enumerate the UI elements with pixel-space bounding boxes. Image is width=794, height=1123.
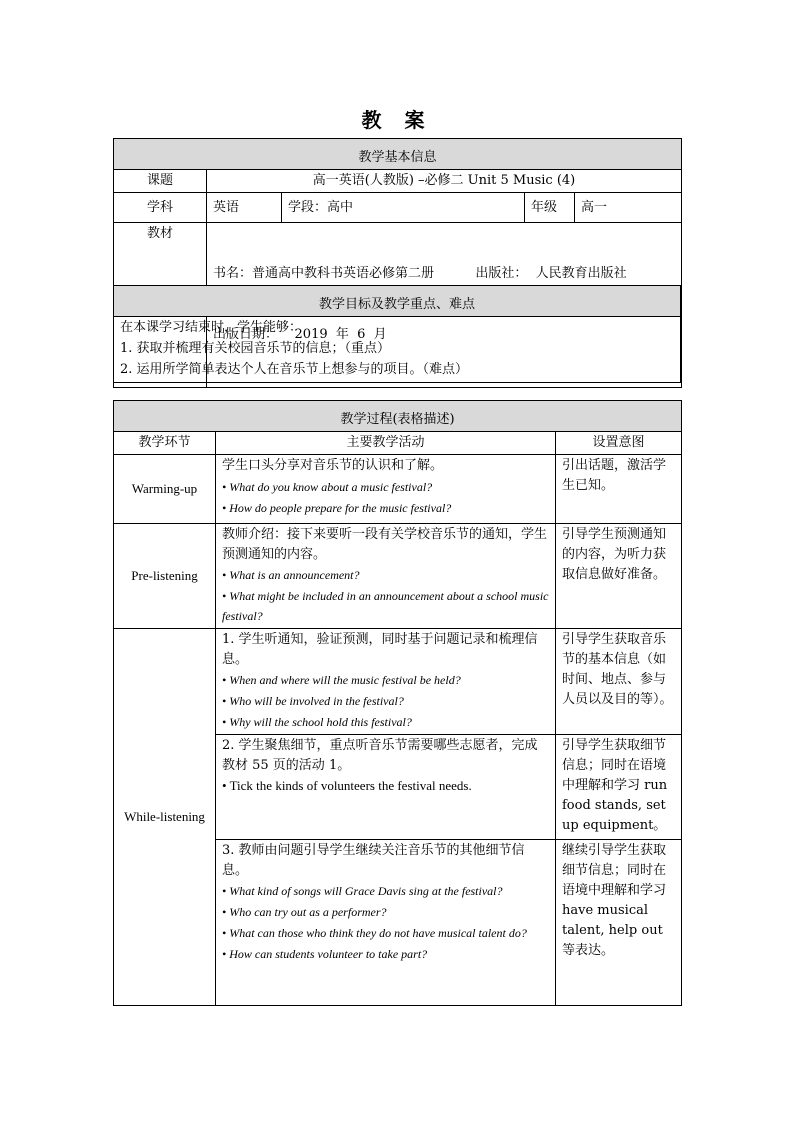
stage-while-listening: While-listening bbox=[114, 629, 216, 1006]
pre-activity: 教师介绍：接下来要听一段有关学校音乐节的通知，学生预测通知的内容。 bbox=[222, 527, 548, 562]
while-activity-1-cell bbox=[216, 629, 556, 735]
goal-item: 1. 获取并梳理有关校园音乐节的信息；（重点） bbox=[120, 341, 391, 356]
basic-info-header: 教学基本信息 bbox=[114, 139, 682, 170]
warming-question: • What do you know about a music festival? bbox=[222, 480, 433, 494]
document-title: 教 案 bbox=[361, 108, 433, 132]
warming-intent: 引出话题，激活学生已知。 bbox=[556, 455, 682, 524]
while-intent-2: 引导学生获取细节信息；同时在语境中理解和学习 run food stands, set up equipment。 bbox=[556, 735, 682, 840]
while-intent-1: 引导学生获取音乐节的基本信息（如时间、地点、参与人员以及目的等）。 bbox=[556, 629, 682, 735]
process-table bbox=[113, 400, 682, 1006]
goals-table bbox=[113, 285, 681, 383]
textbook-label: 教材 bbox=[114, 223, 207, 388]
while-task: • Tick the kinds of volunteers the festival needs. bbox=[222, 778, 472, 793]
col-intent-header: 设置意图 bbox=[556, 432, 682, 455]
pre-question: • What is an announcement? bbox=[222, 568, 360, 582]
while-activity-2-cell bbox=[216, 735, 556, 840]
while-activity-2: 2. 学生聚焦细节，重点听音乐节需要哪些志愿者，完成教材 55 页的活动 1。 bbox=[222, 738, 538, 773]
grade-value: 高一 bbox=[575, 193, 682, 223]
while-question: • Who can try out as a performer? bbox=[222, 905, 387, 919]
col-stage-header: 教学环节 bbox=[114, 432, 216, 455]
warming-activity-cell bbox=[216, 455, 556, 524]
process-header: 教学过程(表格描述) bbox=[114, 401, 682, 432]
warming-activity: 学生口头分享对音乐节的认识和了解。 bbox=[222, 458, 444, 473]
topic-value: 高一英语(人教版) –必修二 Unit 5 Music (4) bbox=[207, 170, 682, 193]
while-intent-3: 继续引导学生获取细节信息；同时在语境中理解和学习 have musical talent, help out 等表达。 bbox=[556, 840, 682, 1006]
while-question: • What can those who think they do not have musical talent do? bbox=[222, 926, 527, 940]
goals-header: 教学目标及教学重点、难点 bbox=[114, 286, 681, 317]
subject-label: 学科 bbox=[114, 193, 207, 223]
textbook-line-1: 书名：普通高中教科书英语必修第二册 出版社： 人民教育出版社 bbox=[213, 266, 627, 281]
col-activity-header: 主要教学活动 bbox=[216, 432, 556, 455]
while-activity-3: 3. 教师由问题引导学生继续关注音乐节的其他细节信息。 bbox=[222, 843, 525, 878]
while-question: • How can students volunteer to take part? bbox=[222, 947, 428, 961]
pre-question: • What might be included in an announcement about a school music festival? bbox=[222, 589, 549, 623]
topic-label: 课题 bbox=[114, 170, 207, 193]
goal-item: 2. 运用所学简单表达个人在音乐节上想参与的项目。（难点） bbox=[120, 362, 469, 377]
while-question: • Who will be involved in the festival? bbox=[222, 694, 404, 708]
grade-label: 年级 bbox=[525, 193, 575, 223]
stage-warming-up: Warming-up bbox=[114, 455, 216, 524]
subject-value: 英语 bbox=[207, 193, 282, 223]
stage-value: 学段：高中 bbox=[282, 193, 525, 223]
warming-question: • How do people prepare for the music festival? bbox=[222, 501, 452, 515]
goals-intro: 在本课学习结束时，学生能够： bbox=[120, 320, 303, 335]
while-question: • Why will the school hold this festival? bbox=[222, 715, 412, 729]
goals-body bbox=[114, 317, 681, 383]
while-activity-1: 1. 学生听通知，验证预测，同时基于问题记录和梳理信息。 bbox=[222, 632, 538, 667]
pre-intent: 引导学生预测通知的内容，为听力获取信息做好准备。 bbox=[556, 524, 682, 629]
while-question: • When and where will the music festival be held? bbox=[222, 673, 461, 687]
textbook-line-2: 出版日期： 2019 年 6 月 bbox=[213, 327, 387, 342]
stage-pre-listening: Pre-listening bbox=[114, 524, 216, 629]
pre-activity-cell bbox=[216, 524, 556, 629]
while-activity-3-cell bbox=[216, 840, 556, 1006]
while-question: • What kind of songs will Grace Davis sing at the festival? bbox=[222, 884, 503, 898]
